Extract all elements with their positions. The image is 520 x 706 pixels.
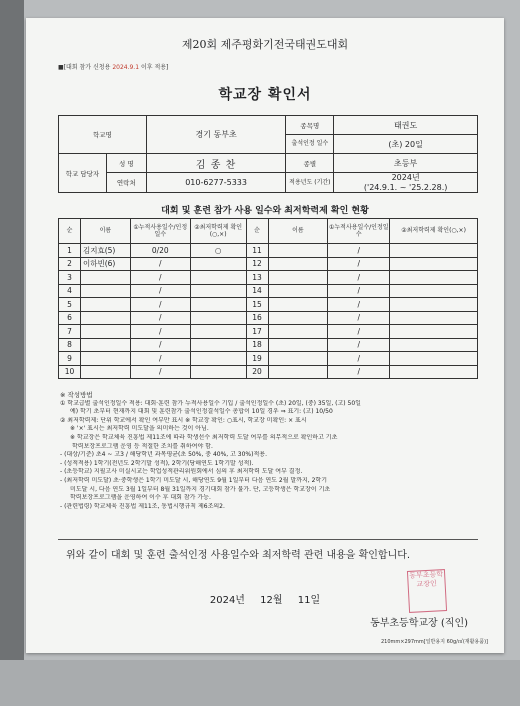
cell-no: 5	[59, 298, 81, 312]
cell-no-2: 12	[246, 257, 268, 271]
cell-min-2	[390, 311, 478, 325]
cell-no: 1	[59, 244, 81, 258]
cell-min-2	[390, 257, 478, 271]
note-prefix: ■[대회 참가 신청용	[58, 64, 113, 71]
attendance-rows	[59, 244, 478, 379]
cell-min-2	[390, 352, 478, 366]
cell-days: /	[130, 284, 190, 298]
cell-name-2	[268, 271, 328, 285]
cell-days-2: /	[328, 257, 390, 271]
cell-min-2	[390, 325, 478, 339]
cell-no-2: 18	[246, 338, 268, 352]
table-row	[59, 244, 478, 258]
cell-no-2: 16	[246, 311, 268, 325]
writing-instructions	[60, 391, 480, 511]
note-line: - (초등학교) 지필고사 미실시교는 학업성적관리위원회에서 심의 후 최저학력 도달 여부 결정.	[60, 468, 303, 476]
cell-name-2	[268, 311, 328, 325]
application-note	[58, 62, 168, 71]
cell-name-2	[268, 284, 328, 298]
division-label: 종별	[286, 154, 334, 173]
school-value: 경기 동부초	[146, 116, 286, 154]
cell-name: 이하빈(6)	[80, 257, 130, 271]
cell-no-2: 20	[246, 365, 268, 379]
cell-no-2: 15	[246, 298, 268, 312]
cell-days-2: /	[328, 365, 390, 379]
cell-days-2: /	[328, 284, 390, 298]
sport-label: 종목명	[286, 116, 334, 135]
cell-name	[80, 298, 130, 312]
name-label: 성 명	[106, 154, 146, 173]
background-surface	[0, 660, 520, 706]
col-name-2: 이름	[268, 219, 328, 244]
note-line: ※ '×' 표시는 최저학력 미도달을 의미하는 것이 아님.	[70, 425, 209, 433]
section-title: 대회 및 훈련 참가 사용 일수와 최저학력제 확인 현황	[161, 206, 369, 216]
cell-no: 8	[59, 338, 81, 352]
att-days-label: 출석인정 일수	[286, 135, 334, 154]
note-line: 예) 학기 초부터 현재까지 대회 및 훈련참가 출석인정결석일수 총합이 10일 경우 ⇒ 표기: (고) 10/50	[70, 408, 333, 416]
cell-name	[80, 365, 130, 379]
table-row	[59, 271, 478, 285]
note-line: 학력보장프로그램을 운영하여 이수 후 대회 참가 가능.	[70, 494, 211, 502]
cell-no-2: 11	[246, 244, 268, 258]
cell-name-2	[268, 325, 328, 339]
cell-days-2: /	[328, 311, 390, 325]
cell-min	[190, 311, 246, 325]
cell-min	[190, 365, 246, 379]
cell-name-2	[268, 298, 328, 312]
cell-no-2: 17	[246, 325, 268, 339]
period-value: ('24.9.1. ~ '25.2.28.)	[363, 182, 448, 192]
att-days-value: (초) 20일	[334, 135, 478, 154]
cell-days: /	[130, 365, 190, 379]
table-row	[59, 257, 478, 271]
cell-days: /	[130, 338, 190, 352]
cell-days-2: /	[328, 338, 390, 352]
name-value: 김 종 찬	[146, 154, 286, 173]
table-row	[59, 298, 478, 312]
cell-days-2: /	[328, 352, 390, 366]
cell-days: 0/20	[130, 244, 190, 258]
cell-name-2	[268, 352, 328, 366]
table-row	[59, 352, 478, 366]
cell-name	[80, 311, 130, 325]
date-day: 11일	[297, 595, 321, 606]
col-name: 이름	[80, 219, 130, 244]
col-min: ②최저학력제 확인(○,×)	[190, 219, 246, 244]
note-line: - (성적적용) 1학기(전년도 2학기말 성적), 2학기(당해연도 1학기말 성적).	[60, 459, 254, 467]
cell-no: 4	[59, 284, 81, 298]
official-seal	[407, 569, 447, 613]
cell-no: 7	[59, 325, 81, 339]
notes-heading: ※ 작성방법	[60, 391, 93, 399]
date-year: 2024년	[209, 595, 245, 606]
document-title: 학교장 확인서	[218, 87, 312, 103]
seal-text: 동부초등학교장인	[409, 570, 444, 589]
cell-min	[190, 271, 246, 285]
cell-min	[190, 325, 246, 339]
cell-min	[190, 298, 246, 312]
cell-min: ○	[190, 244, 246, 258]
cell-name-2	[268, 257, 328, 271]
cell-min	[190, 352, 246, 366]
cell-min	[190, 284, 246, 298]
divider	[58, 539, 478, 540]
cell-no: 6	[59, 311, 81, 325]
cell-name	[80, 325, 130, 339]
col-no: 순	[59, 219, 81, 244]
cell-name-2	[268, 244, 328, 258]
table-row	[59, 284, 478, 298]
contact-value: 010-6277-5333	[146, 173, 286, 193]
manager-label: 학교 담당자	[59, 154, 107, 193]
cell-name	[80, 271, 130, 285]
col-no-2: 순	[246, 219, 268, 244]
note-suffix: 이후 적용]	[139, 64, 169, 71]
col-days-2: ①누적사용일수/인정일수	[328, 219, 390, 244]
year-cell	[334, 173, 478, 193]
cell-min	[190, 257, 246, 271]
cell-name	[80, 284, 130, 298]
paper-spec: 210mm×297mm[일반용지 60g/㎡(재활용품)]	[380, 639, 488, 645]
note-line: - (최저학력 미도달) 초·중학생은 1학기 미도달 시, 해당연도 9월 1일부터 다음 연도 2월 말까지, 2학기	[60, 476, 328, 484]
division-value: 초등부	[334, 154, 478, 173]
cell-days: /	[130, 352, 190, 366]
document-sheet	[26, 18, 504, 653]
cell-name	[80, 338, 130, 352]
year-label: 적용년도 (기간)	[286, 173, 334, 193]
cell-days: /	[130, 298, 190, 312]
cell-no: 10	[59, 365, 81, 379]
cell-name	[80, 352, 130, 366]
cell-name: 김지효(5)	[80, 244, 130, 258]
cell-days-2: /	[328, 325, 390, 339]
cell-days-2: /	[328, 271, 390, 285]
sport-value: 태권도	[334, 116, 478, 135]
cell-days: /	[130, 271, 190, 285]
table-row	[59, 311, 478, 325]
school-label: 학교명	[59, 116, 147, 154]
note-date: 2024.9.1	[112, 64, 140, 71]
note-line: 미도달 시, 다음 연도 3월 1일부터 8월 31일까지 경기대회 참가 불가. 단, 고등학생은 학교장이 기초	[70, 485, 331, 493]
note-line: ① 학교급별 출석인정일수 적용: 대회·훈련 참가 누적사용일수 기입 / 출석인정일수 (초) 20일, (중) 35일, (고) 50일	[60, 399, 361, 407]
cell-days: /	[130, 325, 190, 339]
cell-no-2: 13	[246, 271, 268, 285]
event-title: 제20회 제주평화기전국태권도대회	[181, 38, 349, 51]
year-value: 2024년	[391, 173, 420, 182]
cell-min-2	[390, 338, 478, 352]
cell-no: 9	[59, 352, 81, 366]
cell-name-2	[268, 338, 328, 352]
cell-min-2	[390, 365, 478, 379]
note-line: 학력보장프로그램 운영 등 적절한 조치를 취하여야 함.	[72, 442, 213, 450]
cell-min-2	[390, 271, 478, 285]
confirmation-text: 위와 같이 대회 및 훈련 출석인정 사용일수와 최저학력 관련 내용을 확인합니다.	[66, 550, 411, 561]
cell-min	[190, 338, 246, 352]
date-month: 12월	[260, 595, 283, 606]
contact-label: 연락처	[106, 173, 146, 193]
cell-no: 2	[59, 257, 81, 271]
background-dark	[0, 0, 24, 706]
note-line: - (관련법령) 학교체육 진흥법 제11조, 동법시행규칙 제6조의2.	[60, 502, 225, 510]
principal-signature: 동부초등학교장 (직인)	[370, 618, 468, 629]
cell-days: /	[130, 257, 190, 271]
cell-min-2	[390, 244, 478, 258]
note-line: ② 최저학력제: 단위 학교에서 확인 여부만 표시 ※ 학교장 확인: ○표시, 학교장 미확인: × 표시	[60, 416, 307, 424]
note-line: - (대상/기준) 초4 ~ 고3 / 해당학년 과목평균(초 50%, 중 40%, 고 30%)적용.	[60, 451, 267, 459]
table-row	[59, 338, 478, 352]
cell-days-2: /	[328, 244, 390, 258]
cell-name-2	[268, 365, 328, 379]
cell-no: 3	[59, 271, 81, 285]
cell-days-2: /	[328, 298, 390, 312]
school-info-table	[58, 115, 478, 193]
cell-no-2: 14	[246, 284, 268, 298]
cell-no-2: 19	[246, 352, 268, 366]
note-line: ※ 학교장은 학교체육 진흥법 제11조에 따라 학생선수 최저학력 도달 여부를 의무적으로 확인하고 기초	[70, 433, 338, 441]
cell-days: /	[130, 311, 190, 325]
table-row	[59, 325, 478, 339]
table-row	[59, 365, 478, 379]
col-days: ①누적사용일수/인정일수	[130, 219, 190, 244]
cell-min-2	[390, 284, 478, 298]
col-min-2: ②최저학력제 확인(○,×)	[390, 219, 478, 244]
attendance-table	[58, 218, 478, 379]
cell-min-2	[390, 298, 478, 312]
